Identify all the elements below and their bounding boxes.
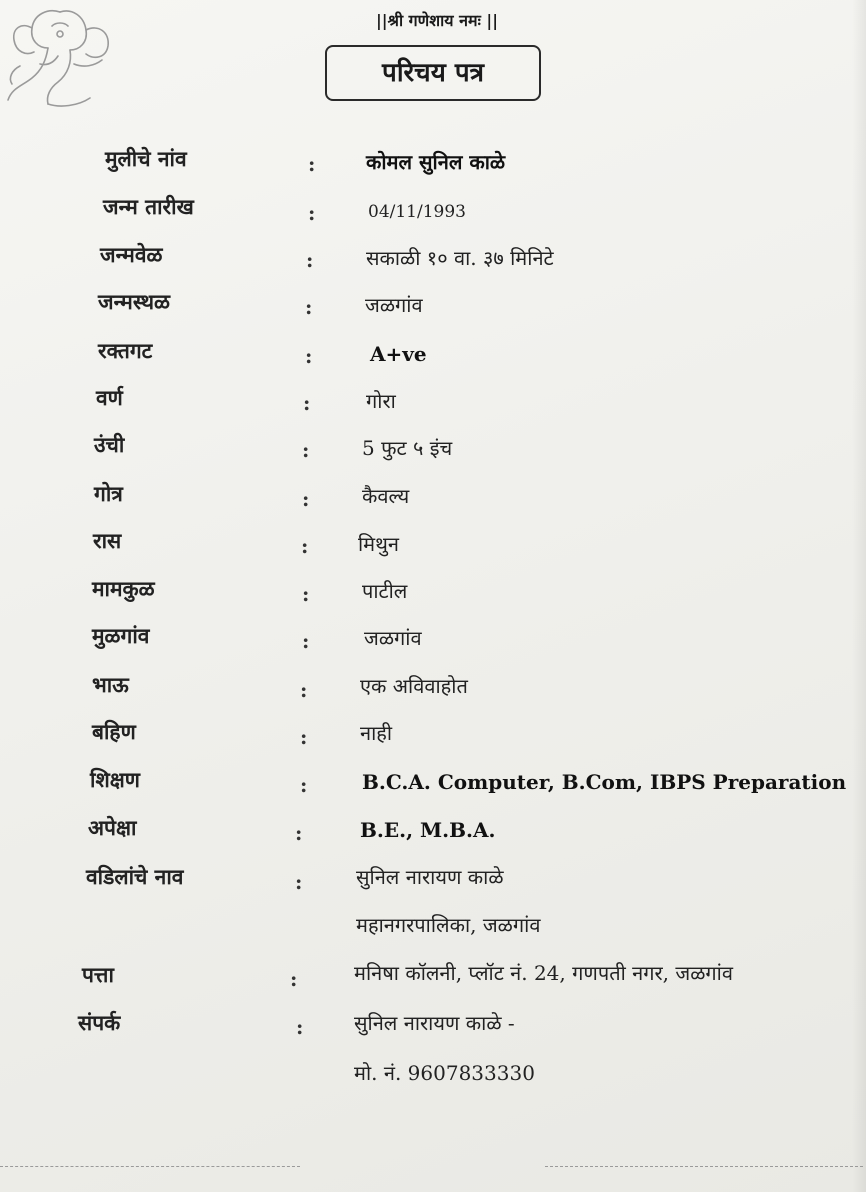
separator: :: [302, 487, 310, 511]
separator: :: [302, 438, 310, 462]
paper-edge-shadow: [852, 0, 866, 1192]
value-contact-name: सुनिल नारायण काळे -: [354, 1011, 515, 1035]
separator: :: [302, 629, 310, 653]
label-address: पत्ता: [82, 962, 114, 987]
value-mamkul: पाटील: [362, 579, 408, 603]
footer-dashed-line: [545, 1166, 863, 1167]
value-contact-phone: मो. नं. 9607833330: [354, 1061, 535, 1085]
separator: :: [296, 1015, 304, 1039]
separator: :: [300, 725, 308, 749]
value-father-name: सुनिल नारायण काळे: [356, 865, 504, 889]
separator: :: [300, 678, 308, 702]
label-height: उंची: [94, 432, 125, 457]
value-gotra: कैवल्य: [362, 484, 410, 508]
separator: :: [301, 534, 309, 558]
value-father-work: महानगरपालिका, जळगांव: [356, 913, 541, 937]
label-birth-date: जन्म तारीख: [103, 194, 194, 219]
ganesha-line-art-icon: [2, 4, 124, 110]
label-native-place: मुळगांव: [92, 623, 150, 648]
value-expectation: B.E., M.B.A.: [360, 818, 496, 842]
label-mamkul: मामकुळ: [92, 576, 155, 601]
value-address: मनिषा कॉलनी, प्लॉट नं. 24, गणपती नगर, जळगांव: [354, 961, 733, 985]
label-birth-time: जन्मवेळ: [100, 242, 163, 267]
label-contact: संपर्क: [78, 1010, 121, 1035]
label-blood-group: रक्तगट: [98, 338, 153, 363]
separator: :: [303, 391, 311, 415]
label-rashi: रास: [93, 528, 122, 553]
label-education: शिक्षण: [90, 767, 140, 792]
label-complexion: वर्ण: [96, 385, 123, 410]
value-sister: नाही: [360, 721, 393, 745]
separator: :: [308, 152, 316, 176]
label-father-name: वडिलांचे नाव: [86, 864, 184, 889]
label-gotra: गोत्र: [94, 481, 123, 506]
value-complexion: गोरा: [366, 389, 396, 413]
value-blood-group: A+ve: [370, 342, 427, 366]
label-brother: भाऊ: [92, 672, 129, 697]
value-education: B.C.A. Computer, B.Com, IBPS Preparation: [362, 770, 847, 794]
value-birth-time: सकाळी १० वा. ३७ मिनिटे: [366, 246, 554, 270]
page-title: परिचय पत्र: [325, 45, 541, 101]
separator: :: [290, 967, 298, 991]
value-native-place: जळगांव: [364, 626, 422, 650]
value-rashi: मिथुन: [358, 532, 400, 556]
footer-dashed-line: [0, 1166, 300, 1167]
value-birth-date: 04/11/1993: [368, 202, 466, 222]
separator: :: [306, 248, 314, 272]
separator: :: [305, 295, 313, 319]
label-girl-name: मुलीचे नांव: [105, 146, 187, 171]
separator: :: [295, 870, 303, 894]
label-birth-place: जन्मस्थळ: [98, 289, 170, 314]
blessing-heading: ||श्री गणेशाय नमः ||: [375, 11, 499, 30]
separator: :: [295, 821, 303, 845]
value-brother: एक अविवाहोत: [360, 674, 468, 698]
separator: :: [308, 201, 316, 225]
value-birth-place: जळगांव: [365, 293, 423, 317]
label-expectation: अपेक्षा: [88, 815, 137, 840]
value-height: 5 फुट ५ इंच: [362, 436, 453, 460]
label-sister: बहिण: [92, 719, 136, 744]
separator: :: [300, 773, 308, 797]
separator: :: [302, 582, 310, 606]
value-girl-name: कोमल सुनिल काळे: [366, 150, 506, 174]
separator: :: [305, 344, 313, 368]
